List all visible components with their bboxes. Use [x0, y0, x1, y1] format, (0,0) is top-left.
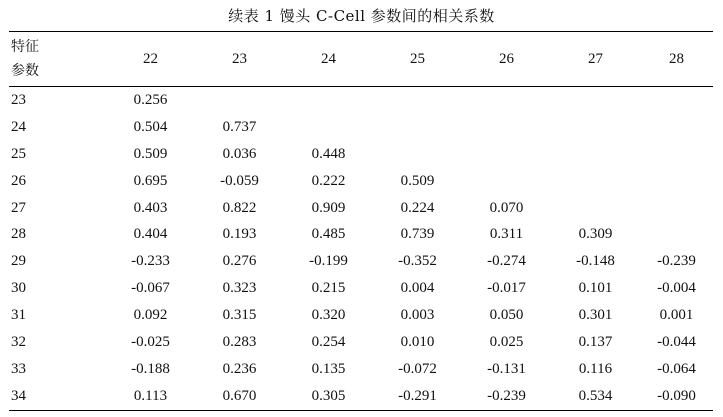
column-header: 27 [588, 50, 603, 67]
row-label: 25 [11, 145, 26, 162]
correlation-cell: -0.064 [657, 360, 696, 377]
correlation-cell: -0.017 [487, 280, 526, 297]
correlation-cell: 0.101 [578, 280, 613, 297]
table-row [9, 221, 713, 248]
correlation-cell: 0.113 [133, 387, 168, 404]
correlation-cell: 0.670 [222, 387, 257, 404]
correlation-cell: -0.291 [398, 387, 437, 404]
correlation-cell [551, 87, 640, 114]
correlation-cell: 0.135 [311, 360, 346, 377]
correlation-cell [640, 195, 713, 222]
correlation-cell: 0.236 [222, 360, 257, 377]
correlation-cell: 0.309 [578, 226, 613, 243]
correlation-cell: 0.909 [311, 199, 346, 216]
correlation-cell: 0.001 [659, 307, 694, 324]
table-row [9, 87, 713, 114]
correlation-cell: 0.504 [133, 118, 168, 135]
correlation-cell [462, 141, 551, 168]
correlation-cell: 0.403 [133, 199, 168, 216]
row-label: 32 [11, 333, 26, 350]
table-caption: 续表 1 馒头 C-Cell 参数间的相关系数 [228, 7, 495, 25]
correlation-cell: -0.067 [131, 280, 170, 297]
column-header: 23 [232, 50, 247, 67]
correlation-cell: 0.025 [489, 333, 524, 350]
correlation-cell: 0.004 [400, 280, 435, 297]
correlation-cell: 0.509 [133, 145, 168, 162]
correlation-cell: 0.320 [311, 307, 346, 324]
correlation-cell: 0.036 [222, 145, 257, 162]
correlation-cell: 0.003 [400, 307, 435, 324]
table-row [9, 302, 713, 329]
correlation-cell: 0.222 [311, 172, 346, 189]
table-row [9, 329, 713, 356]
correlation-cell: 0.822 [222, 199, 257, 216]
row-label: 26 [11, 172, 26, 189]
row-label: 23 [11, 91, 26, 108]
correlation-cell [640, 221, 713, 248]
stub-header-line1: 特征 [11, 39, 39, 55]
correlation-cell: -0.025 [131, 333, 170, 350]
row-label: 30 [11, 280, 26, 297]
table-row [9, 356, 713, 383]
correlation-cell: 0.448 [311, 145, 346, 162]
correlation-cell [640, 168, 713, 195]
correlation-cell: 0.737 [222, 118, 257, 135]
correlation-cell [373, 114, 462, 141]
correlation-cell: 0.509 [400, 172, 435, 189]
correlation-cell: 0.137 [578, 333, 613, 350]
stub-header [9, 32, 106, 87]
correlation-cell: 0.739 [400, 226, 435, 243]
correlation-cell: 0.404 [133, 226, 168, 243]
correlation-cell: 0.224 [400, 199, 435, 216]
correlation-cell: 0.010 [400, 333, 435, 350]
table-body [9, 87, 713, 411]
correlation-cell: -0.059 [220, 172, 259, 189]
correlation-cell: -0.090 [657, 387, 696, 404]
row-label: 34 [11, 387, 26, 404]
correlation-cell: 0.301 [578, 307, 613, 324]
row-label: 24 [11, 118, 26, 135]
correlation-cell [462, 114, 551, 141]
table-row [9, 248, 713, 275]
correlation-cell: -0.188 [131, 360, 170, 377]
table-row [9, 168, 713, 195]
correlation-cell: 0.305 [311, 387, 346, 404]
row-label: 28 [11, 226, 26, 243]
correlation-cell: -0.239 [657, 253, 696, 270]
column-header: 26 [499, 50, 514, 67]
correlation-cell: -0.004 [657, 280, 696, 297]
column-header: 25 [410, 50, 425, 67]
correlation-cell: -0.148 [576, 253, 615, 270]
correlation-cell: 0.256 [133, 91, 168, 108]
correlation-cell: -0.274 [487, 253, 526, 270]
correlation-cell [373, 87, 462, 114]
correlation-cell: 0.193 [222, 226, 257, 243]
correlation-cell [640, 141, 713, 168]
correlation-cell [640, 114, 713, 141]
correlation-cell: -0.352 [398, 253, 437, 270]
correlation-cell [373, 141, 462, 168]
row-label: 31 [11, 307, 26, 324]
correlation-cell: -0.044 [657, 333, 696, 350]
table-row [9, 383, 713, 410]
correlation-cell: 0.116 [578, 360, 613, 377]
correlation-table [9, 31, 713, 411]
correlation-table-container [9, 31, 713, 411]
header-row [9, 32, 713, 87]
correlation-cell [284, 87, 373, 114]
correlation-cell [284, 114, 373, 141]
correlation-cell: 0.070 [489, 199, 524, 216]
table-row [9, 114, 713, 141]
correlation-cell [195, 87, 284, 114]
correlation-cell: 0.050 [489, 307, 524, 324]
correlation-cell [640, 87, 713, 114]
correlation-cell: 0.485 [311, 226, 346, 243]
table-row [9, 195, 713, 222]
correlation-cell [462, 168, 551, 195]
correlation-cell: 0.215 [311, 280, 346, 297]
stub-header-line2: 参数 [11, 63, 39, 79]
row-label: 27 [11, 199, 26, 216]
correlation-cell [551, 168, 640, 195]
correlation-cell: 0.315 [222, 307, 257, 324]
correlation-cell: 0.092 [133, 307, 168, 324]
column-header: 28 [669, 50, 684, 67]
correlation-cell: -0.233 [131, 253, 170, 270]
row-label: 33 [11, 360, 26, 377]
correlation-cell: -0.131 [487, 360, 526, 377]
correlation-cell: 0.283 [222, 333, 257, 350]
correlation-cell: -0.199 [309, 253, 348, 270]
correlation-cell [551, 141, 640, 168]
table-row [9, 275, 713, 302]
table-row [9, 141, 713, 168]
correlation-cell: 0.695 [133, 172, 168, 189]
correlation-cell: 0.254 [311, 333, 346, 350]
correlation-cell [462, 87, 551, 114]
column-header: 24 [321, 50, 336, 67]
column-header: 22 [143, 50, 158, 67]
correlation-cell: 0.323 [222, 280, 257, 297]
correlation-cell: -0.072 [398, 360, 437, 377]
correlation-cell: 0.276 [222, 253, 257, 270]
correlation-cell [551, 195, 640, 222]
correlation-cell: 0.311 [489, 226, 524, 243]
row-label: 29 [11, 253, 26, 270]
correlation-cell: -0.239 [487, 387, 526, 404]
correlation-cell: 0.534 [578, 387, 613, 404]
correlation-cell [551, 114, 640, 141]
